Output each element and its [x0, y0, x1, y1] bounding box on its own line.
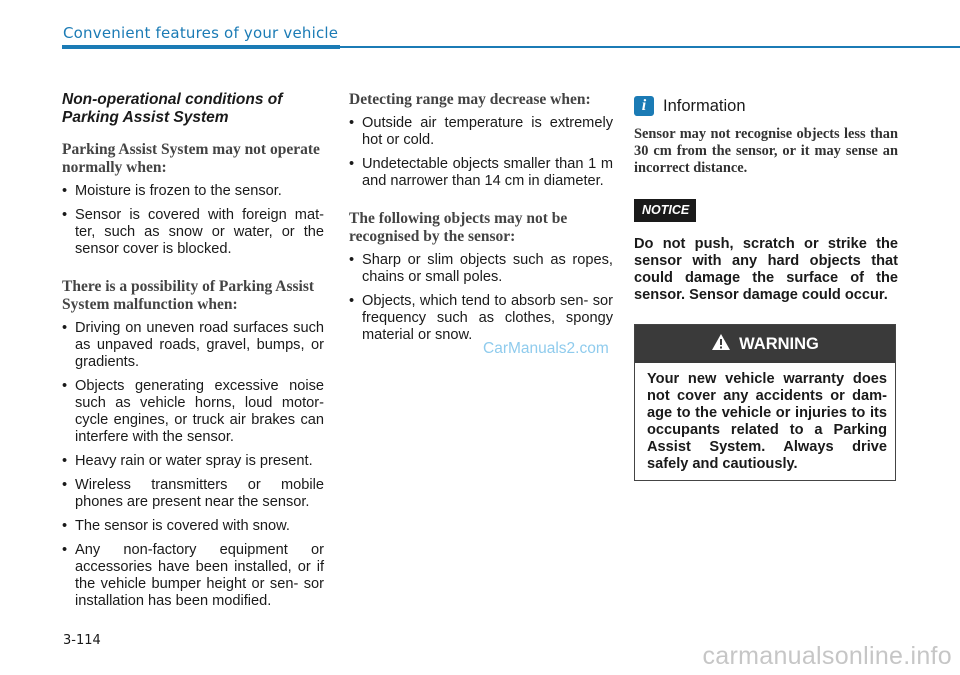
notice-badge: NOTICE — [634, 199, 696, 222]
header-rule-thin — [340, 46, 960, 48]
column-middle — [349, 91, 613, 364]
warning-text: Your new vehicle warranty does not cover any accidents or dam- age to the vehicle or injuries to its occupants related to a Parking Assist System. Always drive safely and cautiously. — [647, 371, 887, 472]
list-item: • Wireless transmitters or mobile phones are present near the sensor. — [62, 477, 324, 511]
list-item: • Driving on uneven road surfaces such as unpaved roads, gravel, bumps, or gradients. — [62, 320, 324, 371]
bullet-list-malfunction — [62, 320, 324, 610]
subheading-detecting-range: Detecting range may decrease when: — [349, 91, 591, 108]
column-left — [62, 91, 324, 630]
list-item: • Moisture is frozen to the sensor. — [62, 183, 324, 200]
subheading-not-recognised: The following objects may not be recognised by the sensor: — [349, 210, 568, 245]
subheading-malfunction: There is a possibility of Parking Assist System malfunction when: — [62, 278, 315, 313]
page-number: 3-114 — [63, 633, 101, 648]
notice-text: Do not push, scratch or strike the sensor with any hard objects that could damage the surface of the sensor. Sensor damage could occur. — [634, 236, 898, 303]
bullet-list-may-not-operate — [62, 183, 324, 258]
list-item: • Sensor is covered with foreign mat- ter, such as snow or water, or the sensor cover is blocked. — [62, 207, 324, 258]
list-item: • Undetectable objects smaller than 1 m and narrower than 14 cm in diameter. — [349, 156, 613, 190]
warning-title: WARNING — [739, 334, 819, 353]
warning-triangle-icon — [711, 333, 731, 356]
list-item: • Objects, which tend to absorb sen- sor frequency such as clothes, spongy material or snow. — [349, 293, 613, 344]
information-text: Sensor may not recognise objects less than 30 cm from the sensor, or it may sense an incorrect distance. — [634, 126, 898, 176]
footer-watermark: carmanualsonline.info — [702, 642, 952, 670]
section-title: Non-operational conditions of Parking Assist System — [62, 91, 283, 126]
header-rule-thick — [62, 45, 340, 49]
column-right — [634, 91, 898, 322]
information-label: Information — [663, 96, 746, 115]
list-item: • Objects generating excessive noise such as vehicle horns, loud motor- cycle engines, or truck air brakes can interfere with the sensor. — [62, 378, 324, 446]
information-icon: i — [634, 96, 654, 116]
warning-header — [635, 325, 895, 363]
subheading-may-not-operate: Parking Assist System may not operate normally when: — [62, 141, 320, 176]
bullet-list-not-recognised — [349, 252, 613, 344]
information-heading — [634, 96, 898, 116]
list-item: • The sensor is covered with snow. — [62, 518, 324, 535]
warning-box — [634, 324, 896, 481]
list-item: • Any non-factory equipment or accessories have been installed, or if the vehicle bumper height or sen- sor installation has been modified. — [62, 542, 324, 610]
list-item: • Outside air temperature is extremely hot or cold. — [349, 115, 613, 149]
bullet-list-detecting-range — [349, 115, 613, 190]
list-item: • Heavy rain or water spray is present. — [62, 453, 324, 470]
section-header-title: Convenient features of your vehicle — [63, 24, 339, 42]
watermark-carmanuals: CarManuals2.com — [483, 340, 609, 357]
list-item: • Sharp or slim objects such as ropes, chains or small poles. — [349, 252, 613, 286]
